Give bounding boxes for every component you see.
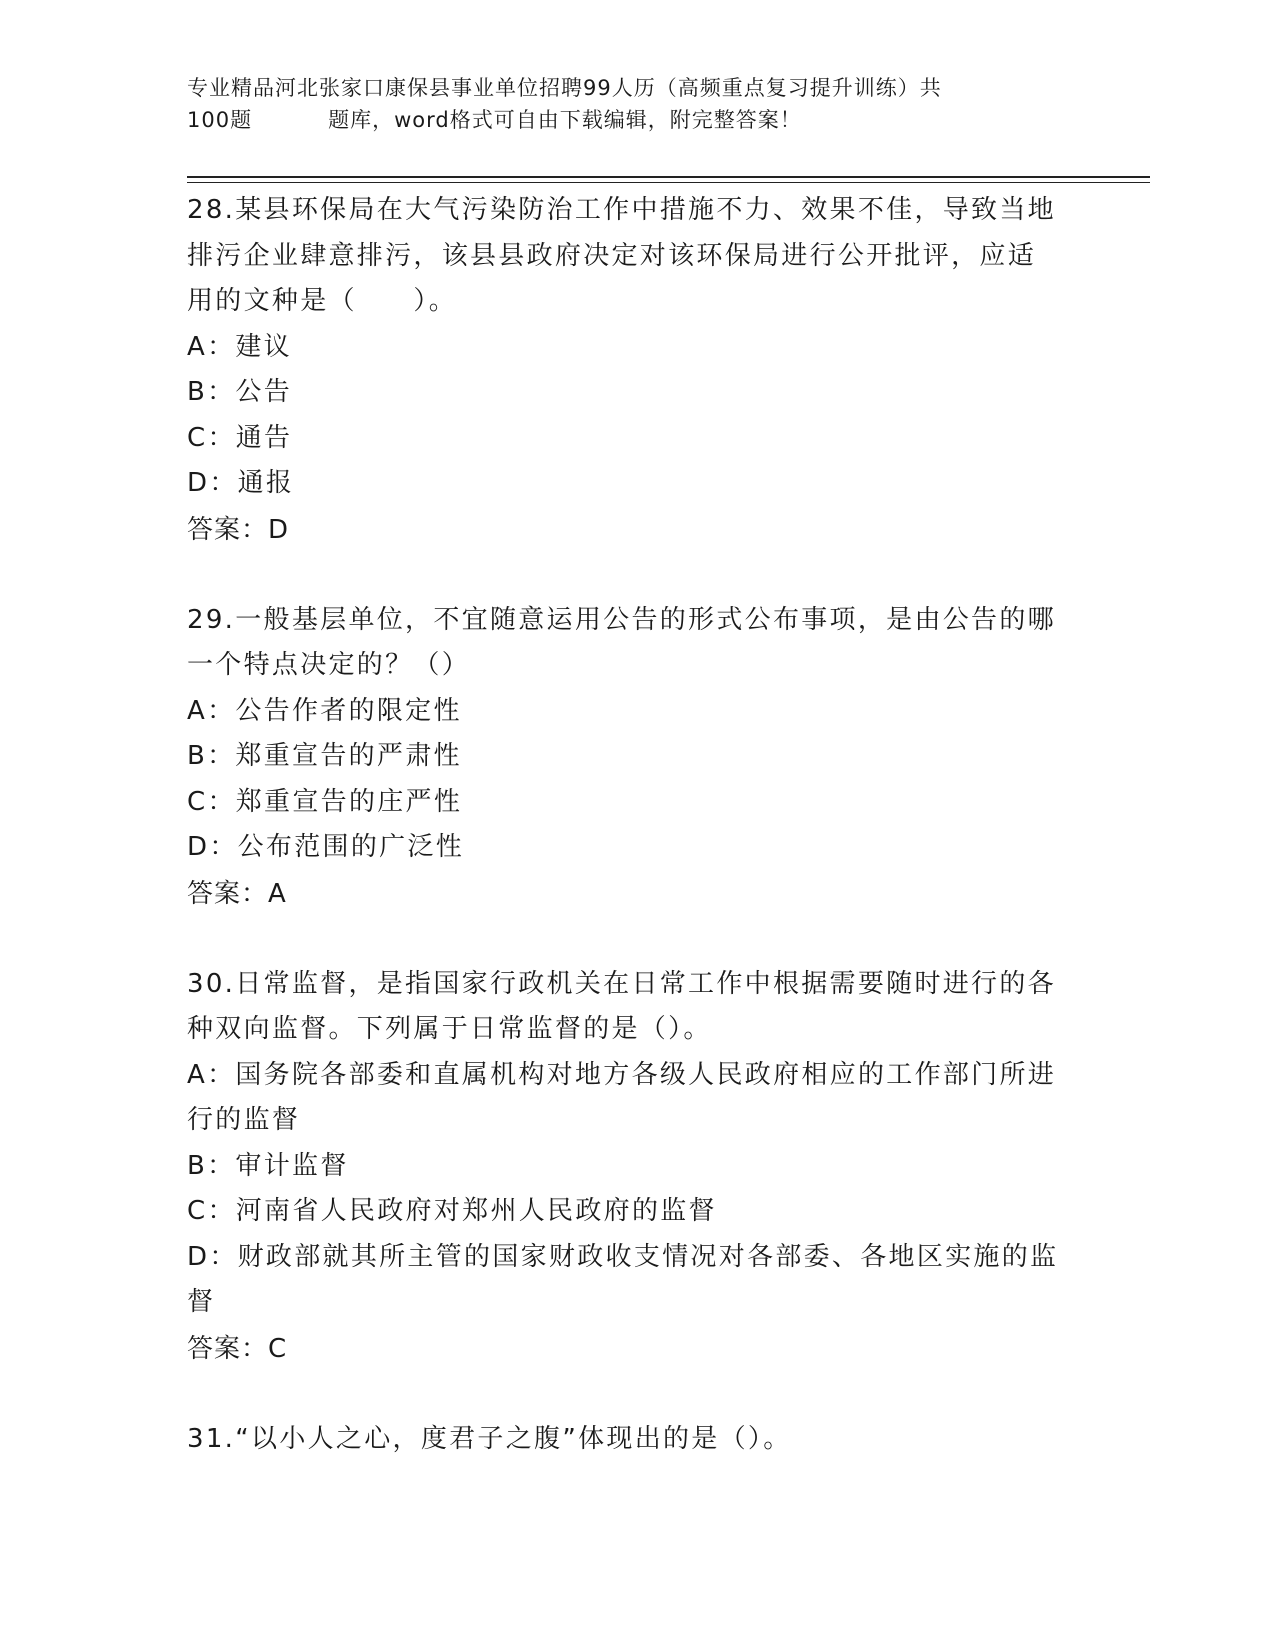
answer-option-line: B：审计监督 xyxy=(187,1150,349,1181)
answer-option-line: C：河南省人民政府对郑州人民政府的监督 xyxy=(187,1196,717,1226)
question-stem-line: 29.一般基层单位，不宜随意运用公告的形式公布事项，是由公告的哪 xyxy=(187,604,1056,635)
question-stem-line: 30.日常监督，是指国家行政机关在日常工作中根据需要随时进行的各 xyxy=(187,968,1056,999)
header-question-count: 100题 xyxy=(187,108,253,132)
header-divider-thick xyxy=(187,176,1150,178)
question-stem-line: 种双向监督。下列属于日常监督的是（）。 xyxy=(187,1014,712,1044)
answer-option-line: B：郑重宣告的严肃性 xyxy=(187,741,462,771)
header-divider-thin xyxy=(187,182,1150,183)
question-block xyxy=(187,598,1087,917)
answer-option-line: C：通告 xyxy=(187,422,293,453)
answer-option-line: D：财政部就其所主管的国家财政收支情况对各部委、各地区实施的监 xyxy=(187,1241,1059,1272)
header-description: 题库，word格式可自由下载编辑，附完整答案！ xyxy=(328,108,802,132)
question-list xyxy=(187,188,1087,1462)
question-stem-line: 28.某县环保局在大气污染防治工作中措施不力、效果不佳，导致当地 xyxy=(187,195,1056,225)
answer-key: 答案：D xyxy=(187,514,290,545)
question-stem-line: 排污企业肆意排污，该县县政府决定对该环保局进行公开批评，应适 xyxy=(187,240,1037,271)
question-block xyxy=(187,962,1087,1372)
answer-option-line: 行的监督 xyxy=(187,1105,301,1135)
question-block xyxy=(187,188,1087,553)
question-block xyxy=(187,1417,1087,1463)
header-title-line-2 xyxy=(187,104,1067,136)
question-stem-line: 一个特点决定的？（） xyxy=(187,650,471,680)
document-header xyxy=(187,72,1067,136)
question-stem-line: 用的文种是（ ）。 xyxy=(187,286,458,316)
answer-option-line: D：通报 xyxy=(187,468,295,498)
answer-option-line: A：建议 xyxy=(187,331,292,362)
answer-option-line: A：国务院各部委和直属机构对地方各级人民政府相应的工作部门所进 xyxy=(187,1059,1057,1090)
question-spacer xyxy=(187,553,1087,598)
answer-option-line: B：公告 xyxy=(187,377,293,407)
question-stem-line: 31.“以小人之心，度君子之腹”体现出的是（）。 xyxy=(187,1423,792,1454)
question-spacer xyxy=(187,917,1087,962)
answer-option-line: D：公布范围的广泛性 xyxy=(187,832,465,862)
answer-option-line: C：郑重宣告的庄严性 xyxy=(187,786,463,817)
header-title-line-1: 专业精品河北张家口康保县事业单位招聘99人历（高频重点复习提升训练）共 xyxy=(187,76,942,100)
answer-option-line: A：公告作者的限定性 xyxy=(187,695,462,726)
question-spacer xyxy=(187,1372,1087,1417)
answer-option-line: 督 xyxy=(187,1287,216,1317)
answer-key: 答案：C xyxy=(187,1333,288,1364)
answer-key: 答案：A xyxy=(187,878,287,909)
